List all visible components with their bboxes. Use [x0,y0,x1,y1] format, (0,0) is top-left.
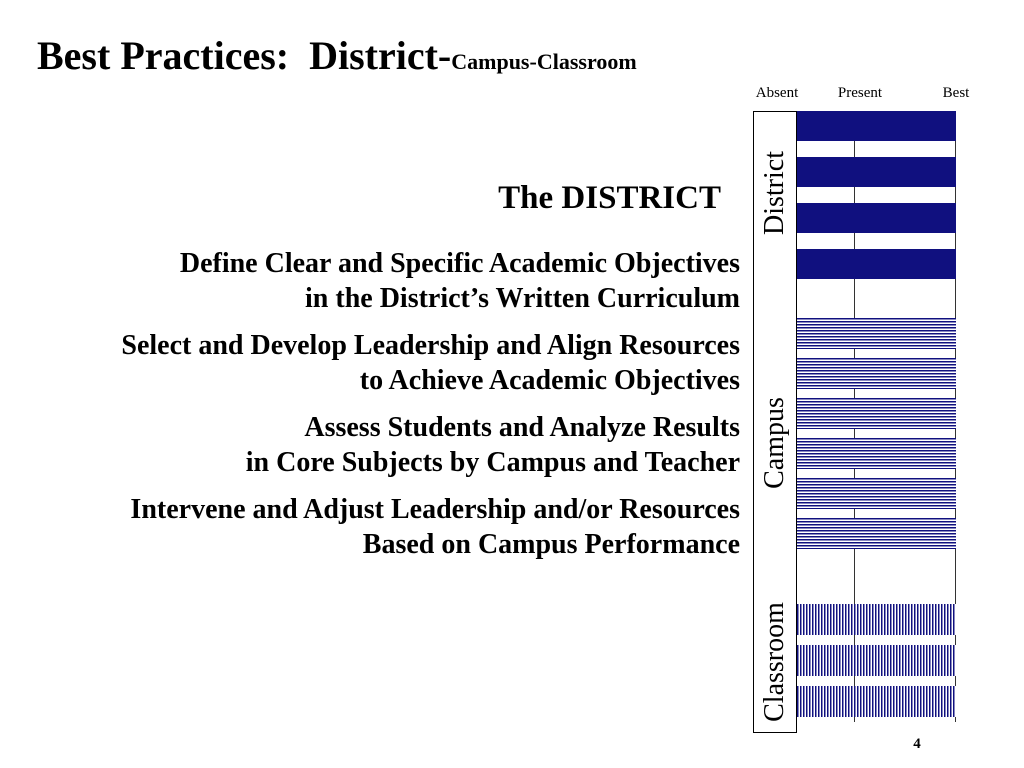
practice-line: Based on Campus Performance [362,529,740,560]
scale-label-absent: Absent [755,85,799,101]
practice-line: Select and Develop Leadership and Align Resources [121,330,740,361]
practice-item [40,492,740,562]
practice-line: in the District’s Written Curriculum [305,283,740,314]
practice-item [40,410,740,480]
classroom-rating-bar [797,645,956,676]
district-rating-bar [797,157,956,187]
campus-rating-bar [797,478,956,509]
campus-rating-bar [797,318,956,349]
page-number: 4 [913,736,921,752]
district-rating-bar [797,249,956,279]
campus-rating-bar [797,358,956,389]
practice-line: Define Clear and Specific Academic Objectives [179,248,740,279]
group-label-text: Classroom [759,602,790,722]
group-label-text: District [759,151,790,235]
classroom-rating-bar [797,604,956,635]
scale-label-best: Best [942,85,970,101]
district-rating-bar [797,111,956,141]
practice-list [40,246,740,574]
practice-line: to Achieve Academic Objectives [359,365,740,396]
practice-item [40,328,740,398]
practice-line: Intervene and Adjust Leadership and/or Resources [130,494,740,525]
district-rating-bar [797,203,956,233]
group-label-text: Campus [759,397,790,489]
campus-rating-bar [797,398,956,429]
scale-label-present: Present [837,85,883,101]
practice-line: Assess Students and Analyze Results [304,412,740,443]
slide-title-sub: Campus-Classroom [451,49,637,74]
section-heading: The DISTRICT [498,180,721,216]
slide-title-main: Best Practices: District- [37,33,452,78]
slide-title [37,33,637,82]
classroom-rating-bar [797,686,956,717]
campus-rating-bar [797,438,956,469]
practice-line: in Core Subjects by Campus and Teacher [245,447,740,478]
practice-item [40,246,740,316]
campus-rating-bar [797,518,956,549]
